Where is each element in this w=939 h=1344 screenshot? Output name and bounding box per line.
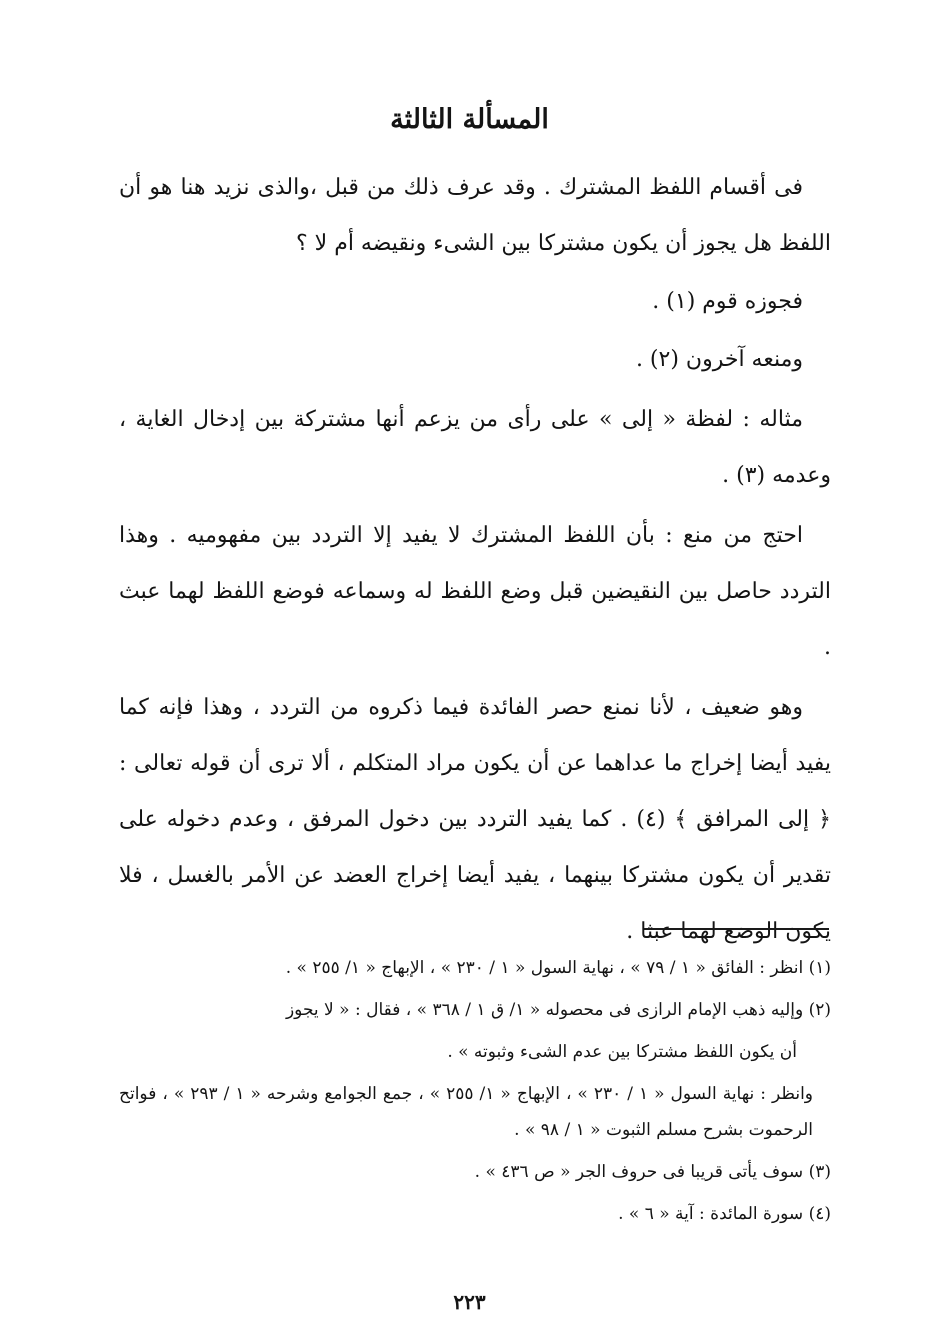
- page-number: ٢٢٣: [453, 1290, 486, 1314]
- paragraph-example: مثاله : لفظة « إلى » على رأى من يزعم أنها مشتركة بين إدخال الغاية ، وعدمه (٣) .: [119, 407, 831, 488]
- footnote-1: (١) انظر : الفائق « ١ / ٧٩ » ، نهاية السول « ١ / ٢٣٠ » ، الإبهاج « ١/ ٢٥٥ » .: [285, 958, 831, 978]
- footnote-2-continuation: أن يكون اللفظ مشتركا بين عدم الشىء وثبوته » .: [447, 1042, 797, 1062]
- paragraph-forbidden: ومنعه آخرون (٢) .: [635, 347, 803, 372]
- footnote-separator: [644, 928, 829, 930]
- footnotes: [119, 950, 831, 1238]
- paragraph-allowed: فجوزه قوم (١) .: [652, 289, 803, 314]
- paragraph-argument: احتج من منع : بأن اللفظ المشترك لا يفيد إلا التردد بين مفهوميه . وهذا التردد حاصل بين النقيضين قبل وضع اللفظ له وسماعه فوضع اللفظ لهما عبث .: [119, 523, 831, 660]
- section-title: المسألة الثالثة: [390, 104, 549, 135]
- footnote-2: (٢) وإليه ذهب الإمام الرازى فى محصوله « ١/ ق ١ / ٣٦٨ » ، فقال : « لا يجوز: [285, 1000, 831, 1020]
- footnote-4: (٤) سورة المائدة : آية « ٦ » .: [618, 1204, 831, 1224]
- footnote-2-see-also: وانظر : نهاية السول « ١ / ٢٣٠ » ، الإبهاج « ١/ ٢٥٥ » ، جمع الجوامع وشرحه « ١ / ٢٩٣ » ، فواتح الرحموت بشرح مسلم الثبوت « ١ / ٩٨ » .: [119, 1084, 814, 1140]
- paragraph-intro: فى أقسام اللفظ المشترك . وقد عرف ذلك من قبل ،والذى نزيد هنا هو أن اللفظ هل يجوز أن يكون مشتركا بين الشىء ونقيضه أم لا ؟: [119, 175, 831, 256]
- body-text: [119, 160, 831, 962]
- paragraph-rebuttal: وهو ضعيف ، لأنا نمنع حصر الفائدة فيما ذكروه من التردد ، وهذا فإنه كما يفيد أيضا إخراج ما عداهما عن أن يكون مراد المتكلم ، ألا ترى أن قوله تعالى : ﴿ إلى المرافق ﴾ (٤) . كما يفيد التردد بين دخول المرفق ، وعدم دخوله على تقدير أن يكون مشتركا بينهما ، يفيد أيضا إخراج العضد عن الأمر بالغسل ، فلا يكون الوضع لهما عبثا .: [119, 695, 832, 944]
- footnote-3: (٣) سوف يأتى قريبا فى حروف الجر « ص ٤٣٦ » .: [474, 1162, 831, 1182]
